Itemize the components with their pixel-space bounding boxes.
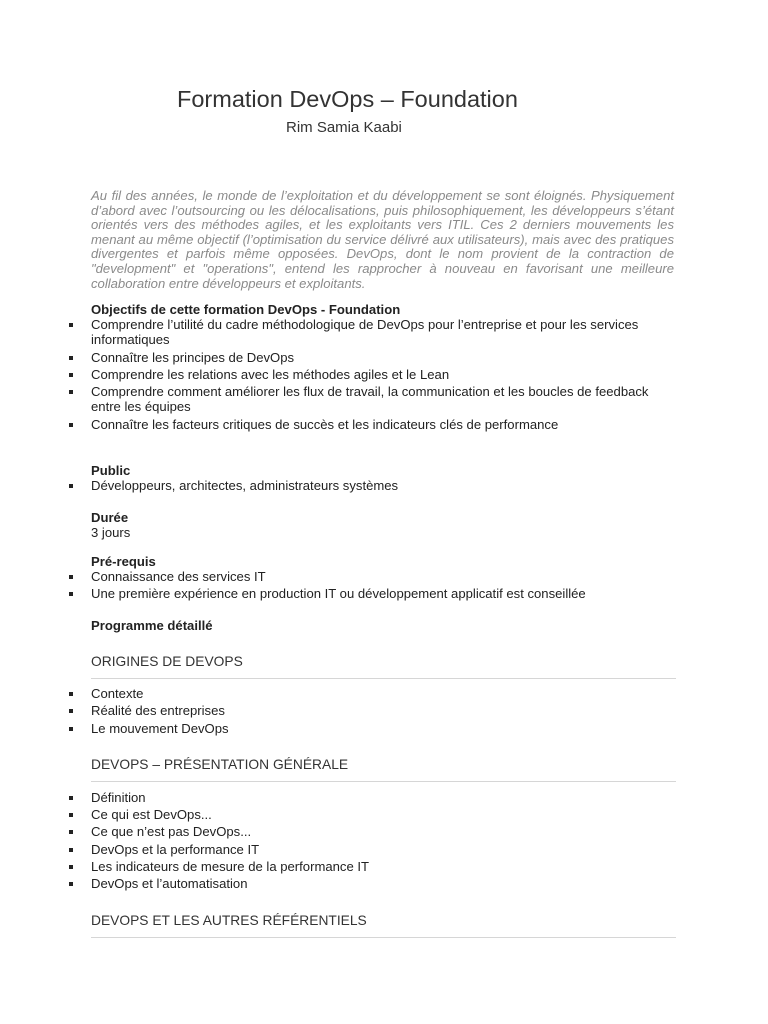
public-section	[91, 463, 691, 493]
objective-item: Connaître les principes de DevOps	[91, 350, 691, 365]
programme-item: DevOps et l’automatisation	[91, 876, 691, 891]
programme-item: Le mouvement DevOps	[91, 721, 691, 736]
duration-heading: Durée	[91, 510, 129, 525]
section-title-presentation: DEVOPS – PRÉSENTATION GÉNÉRALE	[91, 756, 676, 782]
objective-item: Comprendre les relations avec les méthodes agiles et le Lean	[91, 367, 691, 382]
duration-value: 3 jours	[91, 525, 131, 540]
public-heading: Public	[91, 463, 131, 478]
programme-heading: Programme détaillé	[91, 618, 213, 633]
programme-item: Les indicateurs de mesure de la performance IT	[91, 859, 691, 874]
programme-item: Ce que n’est pas DevOps...	[91, 824, 691, 839]
programme-item: DevOps et la performance IT	[91, 842, 691, 857]
objective-item: Comprendre l’utilité du cadre méthodologique de DevOps pour l’entreprise et pour les services informatiques	[91, 317, 671, 347]
objectives-heading: Objectifs de cette formation DevOps - Foundation	[91, 302, 401, 317]
author-name: Rim Samia Kaabi	[286, 119, 402, 136]
prerequisites-heading: Pré-requis	[91, 554, 156, 569]
prerequisite-item: Une première expérience en production IT ou développement applicatif est conseillée	[91, 586, 691, 601]
section-list-presentation	[91, 790, 691, 891]
programme-item: Définition	[91, 790, 691, 805]
duration-section	[91, 510, 691, 540]
section-list-origines	[91, 686, 691, 736]
prerequisite-item: Connaissance des services IT	[91, 569, 691, 584]
objective-item: Connaître les facteurs critiques de succès et les indicateurs clés de performance	[91, 417, 691, 432]
objective-item: Comprendre comment améliorer les flux de travail, la communication et les boucles de feedback entre les équipes	[91, 384, 671, 414]
programme-heading-block	[91, 618, 691, 633]
intro-paragraph: Au fil des années, le monde de l’exploitation et du développement se sont éloignés. Physiquement d’abord avec l’outsourcing ou les délocalisations, puis philosophiquement, les développeurs s’étant orientés vers des méthodes agiles, et les exploitants vers ITIL. Ces 2 derniers mouvements les menant au même objectif (l’optimisation du service délivré aux utilisateurs), mais avec des pratiques divergentes et parfois même opposées. DevOps, dont le nom provient de la contraction de "development" et "operations", entend les rapprocher à nouveau en favorisant une meilleure collaboration entre développeurs et exploitants.	[91, 188, 674, 291]
section-title-referentiels: DEVOPS ET LES AUTRES RÉFÉRENTIELS	[91, 912, 676, 938]
prerequisites-section	[91, 554, 691, 601]
section-title-origines: ORIGINES DE DEVOPS	[91, 653, 676, 679]
objectives-section	[91, 302, 691, 432]
document-title: Formation DevOps – Foundation	[177, 86, 518, 112]
public-item: Développeurs, architectes, administrateurs systèmes	[91, 478, 691, 493]
programme-item: Ce qui est DevOps...	[91, 807, 691, 822]
programme-item: Contexte	[91, 686, 691, 701]
programme-item: Réalité des entreprises	[91, 703, 691, 718]
